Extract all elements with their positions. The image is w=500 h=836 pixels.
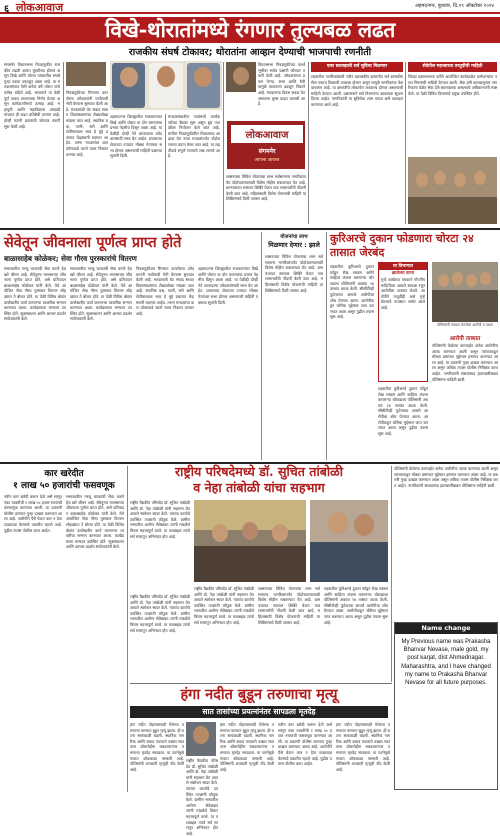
date-line: अहमदनगर, बुधवार, दि.२९ ऑक्टोबर २०२४ bbox=[414, 3, 494, 9]
lead-headline-band bbox=[0, 17, 500, 43]
lead-col-2: निवडणुकीच्या रिंगणात उतरलेल्या उमेदवारांनी गावोगावी भेटी घेण्यास सुरुवात केली आहे. मतदारांशी थेट संवाद साधत विकासकामांचा लेखाजोखा मांडला जात आहे. स्थानिक प्रश्न, पाणी, रस्ते आणि शेतीमालाला भाव हे मुद्दे प्रचारात केंद्रस्थानी राहणार आहेत. तरुण मतदारांचा कल कोणाकडे जातो यावर निकाल ठरणार आहे. bbox=[66, 90, 108, 157]
story2-body-4: अहमदनगर जिल्ह्यातील राजकारणात विखे आणि थोरात या दोन घराण्यांचा प्रभाव नेहमीच दिसून आला आहे. या वेळीही दोन्ही नेते आपापल्या उमेदवारांसाठी सभा घेत आहेत. प्रचाराच्या शेवटच्या टप्प्यात मोठ्या नेत्यांच्या सभा होणार असल्याची माहिती पक्षाच्या सूत्रांनी दिली. bbox=[198, 266, 258, 305]
lead-col-3: अहमदनगर जिल्ह्यातील राजकारणात विखे आणि थोरात या दोन घराण्यांचा प्रभाव नेहमीच दिसून आला आहे. या वेळीही दोन्ही नेते आपापल्या उमेदवारांसाठी सभा घेत आहेत. प्रचाराच्या शेवटच्या टप्प्यात मोठ्या नेत्यांच्या सभा होणार असल्याची माहिती पक्षाच्या सूत्रांनी दिली. bbox=[110, 114, 162, 159]
story7-headline: हंगा नदीत बुडून तरुणाचा मृत्यू bbox=[180, 686, 338, 703]
story7-body-1: हंगा नदीत पोहण्यासाठी गेलेल्या तरुणाचा पाण्यात बुडून मृत्यू झाला. ही घटना सायंकाळी घडली. स्थानिक नागरिक आणि बचाव पथकाने तब्बल सात तास शोधमोहीम राबवल्यानंतर तरुणाचा मृतदेह सापडला. या घटनेमुळे गावात शोककळा पसरली आहे. पोलिसांनी अपघाती मृत्यूची नोंद केली आहे. bbox=[130, 722, 184, 772]
story6-headline2: व नेहा तांबोळी यांचा सहभाग bbox=[193, 480, 325, 495]
name-change-ad bbox=[394, 622, 498, 790]
ad-tag: आपला आवाज bbox=[254, 158, 280, 163]
right-col-head: आरोपी ताब्यात bbox=[449, 336, 481, 342]
story2-sub: बाळासाहेब कोळेकर; सेवा गौरव पुरस्कारांचे वितरण bbox=[4, 254, 137, 263]
story2-headline: सेवेतून जीवनाला पूर्णत्व प्राप्त होते bbox=[4, 234, 182, 251]
lead-col-5: विधानसभा निवडणुकीच्या पार्श्वभूमीवर सर्वच पक्षांनी जोरदार तयारी केली आहे. उमेदवारांच्या प्रचार फेऱ्या, सभा आणि रॅली यामुळे वातावरण ढवळून निघाले आहे. मतदानाचा दिवस जवळ येत असताना चुरस वाढत चालली आहे. bbox=[258, 62, 305, 107]
story4-body-2: शहरातील कुरिअरचे दुकान फोडून रोख रक्कम आणि साहित्य लंपास करणाऱ्या चोरट्याला पोलिसांनी अवघ्या २४ तासांत अटक केली. सीसीटीव्ही फुटेजच्या आधारे आरोपीचा शोध घेण्यात आला. आरोपीकडून चोरीचा मुद्देमाल जप्त करण्यात आला असून पुढील तपास सुरू आहे. bbox=[378, 386, 428, 436]
lead-photo bbox=[110, 61, 222, 110]
story5-body-1: नवीन कार खरेदी करून देतो असे सांगून एका व्यक्तीची १ लाख ५० हजार रुपयांची फसवणूक करण्यात आली. या प्रकरणी पोलीस ठाण्यात गुन्हा दाखल करण्यात आला आहे. आरोपीने पैसे घेऊन कार न देता टाळाटाळ केल्याचे तक्रारीत म्हटले आहे. पुढील तपास पोलीस करत आहेत. bbox=[4, 494, 62, 533]
story6-body-5: शहरातील कुरिअरचे दुकान फोडून रोख रक्कम आणि साहित्य लंपास करणाऱ्या चोरट्याला पोलिसांनी अवघ्या २४ तासांत अटक केली. सीसीटीव्ही फुटेजच्या आधारे आरोपीचा शोध घेण्यात आला. आरोपीकडून चोरीचा मुद्देमाल जप्त करण्यात आला असून पुढील तपास सुरू आहे. bbox=[324, 586, 388, 625]
story2-body-2: समाजातील गरजू घटकांची सेवा करणे हेच खरे जीवन आहे. सेवेतूनच माणसाच्या जीवनाला पूर्णत्व प्राप्त होते, असे प्रतिपादन बाळासाहेब कोळेकर यांनी केले. येथे आयोजित सेवा गौरव पुरस्कार वितरण सोहळ्यात ते बोलत होते. या वेळी विविध क्षेत्रांत उल्लेखनीय कार्य करणाऱ्या व्यक्तींचा सन्मान करण्यात आला. कार्यक्रमाला मान्यवर उपस्थित होते. सूत्रसंचालन आणि आभार प्रदर्शन संयोजकांनी केले. bbox=[70, 266, 132, 322]
story4-box bbox=[378, 262, 428, 382]
lead-headline: विखे-थोरातांमध्ये रंगणार तुल्यबळ लढत bbox=[104, 17, 396, 42]
victim-photo bbox=[186, 722, 216, 756]
story7-body-4: हंगा नदीत पोहण्यासाठी गेलेल्या तरुणाचा पाण्यात बुडून मृत्यू झाला. ही घटना सायंकाळी घडली. स्थानिक नागरिक आणि बचाव पथकाने तब्बल सात तास शोधमोहीम राबवल्यानंतर तरुणाचा मृतदेह सापडला. या घटनेमुळे गावात शोककळा पसरली आहे. पोलिसांनी अपघाती मृत्यूची नोंद केली आहे. bbox=[336, 722, 390, 772]
story4-box-body: गुन्हे शाखेच्या पथकाने गोपनीय माहितीच्या आधारे सापळा रचून आरोपीला ताब्यात घेतले. आरोपीने यापूर्वीही असे गुन्हे केल्याचे तपासात समोर आले आहे. bbox=[381, 277, 425, 310]
box1-body: शहरातील नागरिकांसाठी नवीन प्रशासकीय इमारतीत सर्व शासकीय सेवा एकाच ठिकाणी उपलब्ध होणार असून यामुळे नागरिकांचा वेळ वाचणार आहे. या इमारतीचे लोकार्पण लवकरच होणार असल्याची माहिती देण्यात आली. प्रशासनाने सर्व विभागांना आवश्यक सूचना दिल्या आहेत. नागरिकांनी या सुविधेचा लाभ घ्यावा असे आवाहन करण्यात आले आहे. bbox=[311, 74, 403, 107]
story4-headline: कुरिअरचे दुकान फोडणारा चोरटा २४ तासात जेरबंद bbox=[330, 232, 474, 259]
box1-head: एका छताखाली सर्व सुविधा मिळणार bbox=[311, 62, 403, 72]
story7-sub: सात तासांच्या प्रयत्नांनंतर सापडला मृतदेह bbox=[202, 707, 316, 716]
story5-body-2: समाजातील गरजू घटकांची सेवा करणे हेच खरे जीवन आहे. सेवेतूनच माणसाच्या जीवनाला पूर्णत्व प्राप्त होते, असे प्रतिपादन बाळासाहेब कोळेकर यांनी केले. येथे आयोजित सेवा गौरव पुरस्कार वितरण सोहळ्यात ते बोलत होते. या वेळी विविध क्षेत्रांत उल्लेखनीय कार्य करणाऱ्या व्यक्तींचा सन्मान करण्यात आला. कार्यक्रमाला मान्यवर उपस्थित होते. सूत्रसंचालन आणि आभार प्रदर्शन संयोजकांनी केले. bbox=[66, 494, 124, 550]
candidate-photo bbox=[226, 62, 256, 92]
story2-body-1: समाजातील गरजू घटकांची सेवा करणे हेच खरे जीवन आहे. सेवेतूनच माणसाच्या जीवनाला पूर्णत्व प्राप्त होते, असे प्रतिपादन बाळासाहेब कोळेकर यांनी केले. येथे आयोजित सेवा गौरव पुरस्कार वितरण सोहळ्यात ते बोलत होते. या वेळी विविध क्षेत्रांत उल्लेखनीय कार्य करणाऱ्या व्यक्तींचा सन्मान करण्यात आला. कार्यक्रमाला मान्यवर उपस्थित होते. सूत्रसंचालन आणि आभार प्रदर्शन संयोजकांनी केले. bbox=[4, 266, 66, 322]
newspaper-ad bbox=[226, 120, 306, 170]
lead-col-5b: शासनाच्या विविध योजनांचा लाभ सर्वसामान्य नागरिकांपर्यंत पोहोचवण्यासाठी विशेष मोहीम राबवण्यात येत आहे. ग्रामपंचायत स्तरावर शिबिरे घेऊन पात्र लाभार्थ्यांची नोंदणी केली जात आहे. महिलांसाठी विशेष योजनांची माहिती या शिबिरांमध्ये दिली जाणार आहे. bbox=[226, 174, 306, 202]
name-change-body: My Previous name was Prakasha Bhanvar Nevase, male gold, my post karjat, dist Ahmednagar. Maharashtra, and I have changed my name to Prakasha Bhanvar Nevase for all future purposes. bbox=[401, 639, 491, 687]
lead-subhead: राजकीय संघर्ष टोकावर; थोरातांना आव्हान देण्याची भाजपाची रणनीती bbox=[128, 47, 372, 58]
meeting-photo bbox=[408, 157, 497, 224]
ad-sub: संगमनेर bbox=[258, 148, 276, 155]
story3-kicker: योजनांचा लाभ bbox=[280, 234, 308, 240]
story2-body-3: निवडणुकीच्या रिंगणात उतरलेल्या उमेदवारांनी गावोगावी भेटी घेण्यास सुरुवात केली आहे. मतदारांशी थेट संवाद साधत विकासकामांचा लेखाजोखा मांडला जात आहे. स्थानिक प्रश्न, पाणी, रस्ते आणि शेतीमालाला भाव हे मुद्दे प्रचारात केंद्रस्थानी राहणार आहेत. तरुण मतदारांचा कल कोणाकडे जातो यावर निकाल ठरणार आहे. bbox=[136, 266, 194, 316]
portrait-photo bbox=[310, 500, 388, 582]
story6-body-1: राष्ट्रीय वैद्यकीय परिषदेत डॉ. सुचित तांबोळी आणि डॉ. नेहा तांबोळी यांनी सहभाग घेत आपले संशोधन सादर केले. त्यांच्या कार्याचे उपस्थित तज्ज्ञांनी कौतुक केले. ग्रामीण भागातील आरोग्य सेवेबाबत त्यांनी मांडलेले विचार महत्त्वपूर्ण ठरले. या यशाबद्दल त्यांचे सर्व स्तरांतून अभिनंदन होत आहे. bbox=[130, 500, 190, 539]
lead-col-1: संगमनेर विधानसभा निवडणुकीत राजकीय लढती अत्यंत चुरशीच्या होणार असून विखे आणि थोरात यांच्यातील संघर्ष पुन्हा एकदा उफाळून आला आहे. या मतदारसंघात गेली अनेक वर्षे थोरात यांचे वर्चस्व राहिले आहे. भाजपाने या वेळी पूर्ण ताकद लावण्याचा निर्णय घेतला असून कार्यकर्त्यांमध्ये उत्साह आहे. महायुती आणि महाविकास आघाडी यांच्यात ही लढत प्रतिष्ठेची ठरणार आहे. दोन्ही गटांनी प्रचाराची जोरदार तयारी सुरू केली आहे. bbox=[4, 62, 60, 129]
story6-body-3: राष्ट्रीय वैद्यकीय परिषदेत डॉ. सुचित तांबोळी आणि डॉ. नेहा तांबोळी यांनी सहभाग घेत आपले संशोधन सादर केले. त्यांच्या कार्याचे उपस्थित तज्ज्ञांनी कौतुक केले. ग्रामीण भागातील आरोग्य सेवेबाबत त्यांनी मांडलेले विचार महत्त्वपूर्ण ठरले. या यशाबद्दल त्यांचे सर्व स्तरांतून अभिनंदन होत आहे. bbox=[194, 586, 254, 625]
story7-body-3: नवीन कार खरेदी करून देतो असे सांगून एका व्यक्तीची १ लाख ५० हजार रुपयांची फसवणूक करण्यात आली. या प्रकरणी पोलीस ठाण्यात गुन्हा दाखल करण्यात आला आहे. आरोपीने पैसे घेऊन कार न देता टाळाटाळ केल्याचे तक्रारीत म्हटले आहे. पुढील तपास पोलीस करत आहेत. bbox=[278, 722, 332, 767]
story5-headline: कार खरेदीत bbox=[44, 469, 84, 479]
ad-paper: लोकआवाज bbox=[245, 130, 289, 141]
name-change-title: Name change bbox=[395, 623, 497, 634]
lead-col-4: मतदारसंघातील गावांमध्ये कार्यकर्त्यांच्या बैठका सुरू असून बूथ पातळीवर नियोजन केले जात आहे. मागील निवडणुकीतील निकालाचा आढावा घेत नव्या मतदारांपर्यंत पोहोचण्याचा प्रयत्न केला जात आहे. या लढतीकडे संपूर्ण राज्याचे लक्ष लागले आहे. bbox=[168, 114, 220, 159]
story7-sub-band bbox=[130, 706, 388, 718]
story6-headline: राष्ट्रीय परिषदेमध्ये डॉ. सुचित तांबोळी bbox=[174, 464, 344, 479]
story6-body-4: शासनाच्या विविध योजनांचा लाभ सर्वसामान्य नागरिकांपर्यंत पोहोचवण्यासाठी विशेष मोहीम राबवण्यात येत आहे. ग्रामपंचायत स्तरावर शिबिरे घेऊन पात्र लाभार्थ्यांची नोंदणी केली जात आहे. महिलांसाठी विशेष योजनांची माहिती या शिबिरांमध्ये दिली जाणार आहे. bbox=[258, 586, 320, 625]
story4-box-title: या विभागात bbox=[379, 263, 427, 270]
divider bbox=[63, 62, 64, 224]
story6-body-2: राष्ट्रीय वैद्यकीय परिषदेत डॉ. सुचित तांबोळी आणि डॉ. नेहा तांबोळी यांनी सहभाग घेत आपले संशोधन सादर केले. त्यांच्या कार्याचे उपस्थित तज्ज्ञांनी कौतुक केले. ग्रामीण भागातील आरोग्य सेवेबाबत त्यांनी मांडलेले विचार महत्त्वपूर्ण ठरले. या यशाबद्दल त्यांचे सर्व स्तरांतून अभिनंदन होत आहे. bbox=[130, 594, 190, 633]
paper-name: लोकआवाज bbox=[16, 1, 64, 14]
story5-sub: १ लाख ५० हजारांची फसवणूक bbox=[13, 481, 115, 491]
photo-thumb bbox=[66, 62, 106, 86]
box2-head: सेवेतील महत्त्वाच्या तरतुदींची माहिती bbox=[408, 62, 497, 72]
right-col-body: पोलिसांनी केलेल्या कारवाईत अनेक आरोपींना अटक करण्यात आली असून त्यांच्याकडून मोठ्या प्रमाणात मुद्देमाल हस्तगत करण्यात आला आहे. या प्रकरणी गुन्हा दाखल करण्यात आला असून अधिक तपास पोलीस निरीक्षक करत आहेत. नागरिकांनी संशयास्पद हालचालींबाबत पोलिसांना माहिती द्यावी. bbox=[432, 343, 498, 382]
right-lower-body: पोलिसांनी केलेल्या कारवाईत अनेक आरोपींना अटक करण्यात आली असून त्यांच्याकडून मोठ्या प्रमाणात मुद्देमाल हस्तगत करण्यात आला आहे. या प्रकरणी गुन्हा दाखल करण्यात आला असून अधिक तपास पोलीस निरीक्षक करत आहेत. नागरिकांनी संशयास्पद हालचालींबाबत पोलिसांना माहिती द्यावी. bbox=[394, 466, 498, 488]
page-number: ६ bbox=[4, 4, 10, 15]
masthead bbox=[0, 0, 500, 14]
arrest-photo bbox=[432, 262, 498, 322]
story3-headline: मिळणार देणार : झाले bbox=[268, 241, 320, 249]
story7-body-2: हंगा नदीत पोहण्यासाठी गेलेल्या तरुणाचा पाण्यात बुडून मृत्यू झाला. ही घटना सायंकाळी घडली. स्थानिक नागरिक आणि बचाव पथकाने तब्बल सात तास शोधमोहीम राबवल्यानंतर तरुणाचा मृतदेह सापडला. या घटनेमुळे गावात शोककळा पसरली आहे. पोलिसांनी अपघाती मृत्यूची नोंद केली आहे. bbox=[220, 722, 274, 772]
arrest-caption: पोलिसांनी ताब्यात घेतलेला आरोपी व पथक bbox=[437, 323, 493, 327]
story3-body: शासनाच्या विविध योजनांचा लाभ सर्वसामान्य नागरिकांपर्यंत पोहोचवण्यासाठी विशेष मोहीम राबवण्यात येत आहे. ग्रामपंचायत स्तरावर शिबिरे घेऊन पात्र लाभार्थ्यांची नोंदणी केली जात आहे. महिलांसाठी विशेष योजनांची माहिती या शिबिरांमध्ये दिली जाणार आहे. bbox=[265, 254, 323, 293]
story4-body: शहरातील कुरिअरचे दुकान फोडून रोख रक्कम आणि साहित्य लंपास करणाऱ्या चोरट्याला पोलिसांनी अवघ्या २४ तासांत अटक केली. सीसीटीव्ही फुटेजच्या आधारे आरोपीचा शोध घेण्यात आला. आरोपीकडून चोरीचा मुद्देमाल जप्त करण्यात आला असून पुढील तपास सुरू आहे. bbox=[330, 264, 374, 320]
conference-photo bbox=[194, 500, 306, 582]
box2-body: जिल्हा प्रशासनाच्या वतीने आयोजित कार्यशाळेत कर्मचाऱ्यांना नव्या नियमांची माहिती देण्यात आली. सेवा हमी कायद्यानुसार नागरिकांना वेळेत सेवा देणे बंधनकारक असल्याचे अधिकाऱ्यांनी स्पष्ट केले. या वेळी विविध विभागांचे प्रमुख उपस्थित होते. bbox=[408, 74, 497, 96]
story7-body-5: राष्ट्रीय वैद्यकीय परिषदेत डॉ. सुचित तांबोळी आणि डॉ. नेहा तांबोळी यांनी सहभाग घेत आपले संशोधन सादर केले. त्यांच्या कार्याचे उपस्थित तज्ज्ञांनी कौतुक केले. ग्रामीण भागातील आरोग्य सेवेबाबत त्यांनी मांडलेले विचार महत्त्वपूर्ण ठरले. या यशाबद्दल त्यांचे सर्व स्तरांतून अभिनंदन होत आहे. bbox=[186, 758, 218, 836]
story4-box-sub: झालेल्या घटना bbox=[392, 270, 414, 275]
